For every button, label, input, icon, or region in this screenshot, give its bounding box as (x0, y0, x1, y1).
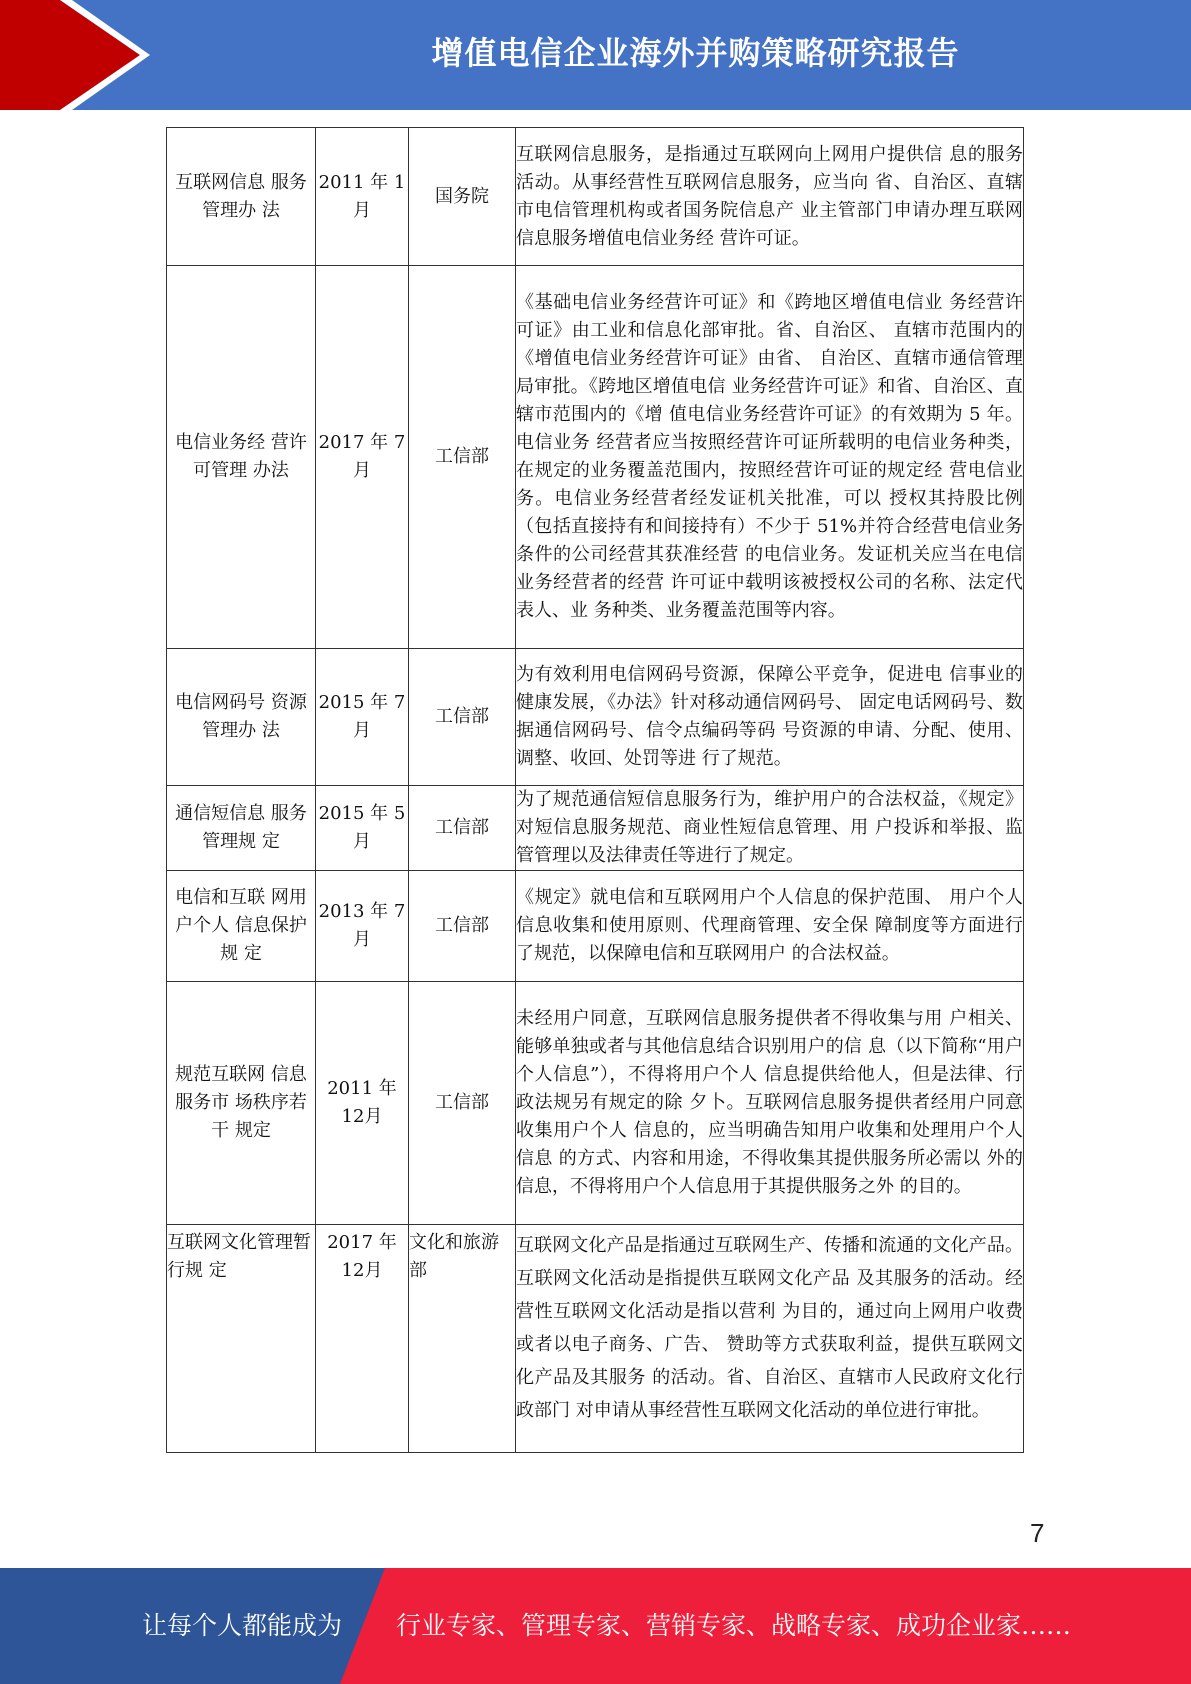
regulation-description: 互联网文化产品是指通过互联网生产、传播和流通的文化产品。互联网文化活动是指提供互联网文化产品 及其服务的活动。经营性互联网文化活动是指以营利 为目的，通过向上网用户收费或者以电子商务、广告、 赞助等方式获取利益，提供互联网文化产品及其服务 的活动。省、自治区、直辖市人民政府文化行政部门 对申请从事经营性互联网文化活动的单位进行审批。 (516, 1225, 1024, 1453)
issuing-department: 工信部 (409, 266, 516, 649)
regulation-description: 为了规范通信短信息服务行为，维护用户的合法权益，《规定》对短信息服务规范、商业性短信息管理、用 户投诉和举报、监管管理以及法律责任等进行了规定。 (516, 786, 1024, 871)
footer-slogan-right: 行业专家、管理专家、营销专家、战略专家、成功企业家…… (396, 1611, 1072, 1640)
page-footer (0, 1568, 1191, 1684)
regulation-description: 互联网信息服务，是指通过互联网向上网用户提供信 息的服务活动。从事经营性互联网信息服务，应当向 省、自治区、直辖市电信管理机构或者国务院信息产 业主管部门申请办理互联网信息服务增值电信业务经 营许可证。 (516, 128, 1024, 266)
regulation-name: 规范互联网 信息服务市 场秩序若干 规定 (167, 982, 316, 1225)
header-chevron-decoration (0, 0, 150, 110)
table-row (167, 982, 1024, 1225)
regulation-name: 互联网文化管理暂行规 定 (167, 1225, 316, 1453)
report-title: 增值电信企业海外并购策略研究报告 (431, 34, 960, 72)
regulation-description: 《规定》就电信和互联网用户个人信息的保护范围、 用户个人信息收集和使用原则、代理商管理、安全保 障制度等方面进行了规范，以保障电信和互联网用户 的合法权益。 (516, 871, 1024, 982)
page-header (0, 0, 1191, 110)
table-row (167, 649, 1024, 786)
issuing-department: 国务院 (409, 128, 516, 266)
footer-slogan-left: 让每个人都能成为 (142, 1611, 343, 1640)
issuing-department: 工信部 (409, 786, 516, 871)
regulation-table (166, 127, 1024, 1453)
issuing-department: 工信部 (409, 982, 516, 1225)
table-row (167, 786, 1024, 871)
table-row (167, 128, 1024, 266)
issue-date: 2011 年 12月 (316, 982, 409, 1225)
issuing-department: 工信部 (409, 649, 516, 786)
table-row (167, 1225, 1024, 1453)
regulation-name: 电信和互联 网用户个人 信息保护规 定 (167, 871, 316, 982)
issue-date: 2015 年 5月 (316, 786, 409, 871)
issue-date: 2011 年 1月 (316, 128, 409, 266)
regulation-name: 互联网信息 服务管理办 法 (167, 128, 316, 266)
issuing-department: 文化和旅游部 (409, 1225, 516, 1453)
issue-date: 2017 年 12月 (316, 1225, 409, 1453)
issue-date: 2017 年 7月 (316, 266, 409, 649)
table-row (167, 871, 1024, 982)
issue-date: 2013 年 7月 (316, 871, 409, 982)
regulation-name: 通信短信息 服务管理规 定 (167, 786, 316, 871)
regulation-name: 电信网码号 资源管理办 法 (167, 649, 316, 786)
regulation-description: 未经用户同意，互联网信息服务提供者不得收集与用 户相关、能够单独或者与其他信息结合识别用户的信 息（以下简称“用户个人信息”），不得将用户个人 信息提供给他人，但是法律、行政法规另有规定的除 夕卜。互联网信息服务提供者经用户同意收集用户个人 信息的，应当明确告知用户收集和处理用户个人信息 的方式、内容和用途，不得收集其提供服务所必需以 外的信息，不得将用户个人信息用于其提供服务之外 的目的。 (516, 982, 1024, 1225)
regulation-name: 电信业务经 营许可管理 办法 (167, 266, 316, 649)
issuing-department: 工信部 (409, 871, 516, 982)
page-number: 7 (1030, 1518, 1045, 1548)
issue-date: 2015 年 7月 (316, 649, 409, 786)
regulation-description: 为有效利用电信网码号资源，保障公平竞争，促进电 信事业的健康发展，《办法》针对移动通信网码号、 固定电话网码号、数据通信网码号、信令点编码等码 号资源的申请、分配、使用、调整、收回、处罚等进 行了规范。 (516, 649, 1024, 786)
table-row (167, 266, 1024, 649)
regulation-description: 《基础电信业务经营许可证》和《跨地区增值电信业 务经营许可证》由工业和信息化部审批。省、自治区、 直辖市范围内的《增值电信业务经营许可证》由省、 自治区、直辖市通信管理局审批。《跨地区增值电信 业务经营许可证》和省、自治区、直辖市范围内的《增 值电信业务经营许可证》的有效期为 5 年。电信业务 经营者应当按照经营许可证所载明的电信业务种类， 在规定的业务覆盖范围内，按照经营许可证的规定经 营电信业务。电信业务经营者经发证机关批准，可以 授权其持股比例（包括直接持有和间接持有）不少于 51%并符合经营电信业务条件的公司经营其获准经营 的电信业务。发证机关应当在电信业务经营者的经营 许可证中载明该被授权公司的名称、法定代表人、业 务种类、业务覆盖范围等内容。 (516, 266, 1024, 649)
